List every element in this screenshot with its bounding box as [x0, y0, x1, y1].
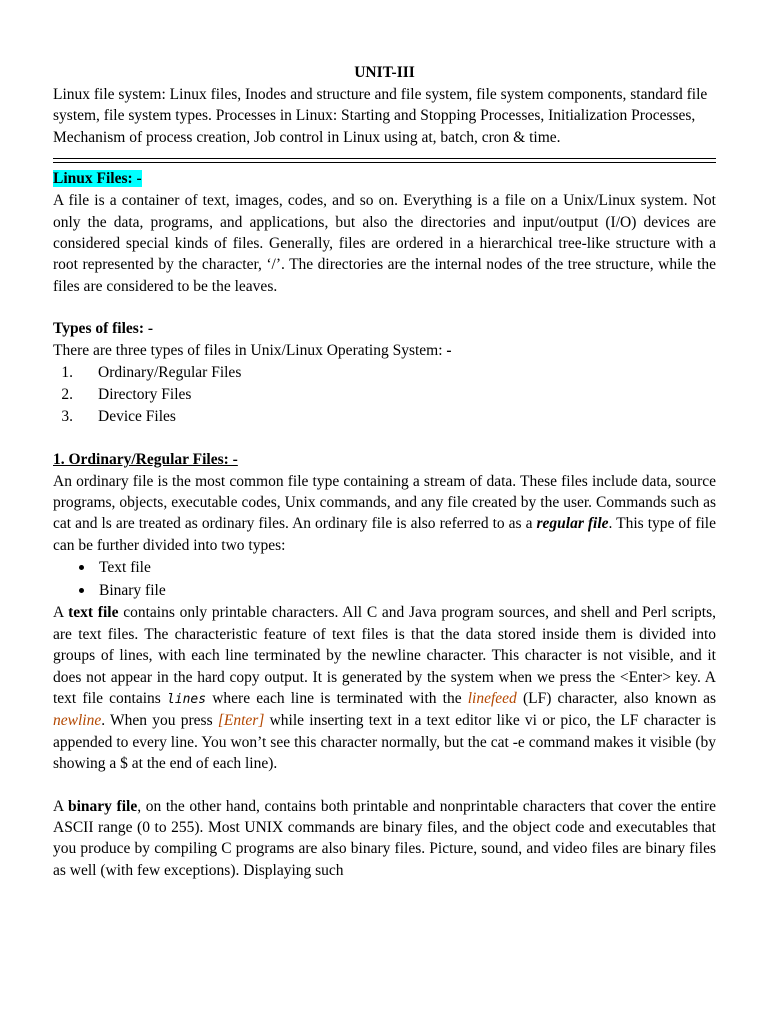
linefeed-term: linefeed: [467, 689, 517, 707]
enter-term: [Enter]: [217, 712, 265, 730]
bullet-label: Binary file: [99, 582, 166, 600]
text-s3: (LF) character, also known as: [516, 689, 716, 707]
linux-files-paragraph: A file is a container of text, images, codes, and so on. Everything is a file on a Unix/Linux system. Not only the data, programs, and applications, but also the directories and input/output (I/O) devices are considered special kinds of files. Generally, files are ordered in a hierarchical tree-like structure with a root represented by the character, ‘/’. The directories are the internal nodes of the tree structure, while the files are considered to be the leaves.: [53, 192, 716, 295]
linux-files-heading-text: Linux Files: -: [53, 170, 142, 188]
newline-term: newline: [53, 712, 102, 730]
ordinary-text-tail: . This type of file can be further divided into two types:: [53, 515, 716, 554]
ordinary-types-list: [53, 556, 716, 602]
list-marker: 2.: [61, 385, 73, 403]
types-intro: [53, 340, 716, 361]
unit-title: UNIT-III: [354, 64, 415, 81]
binary-a: A: [53, 797, 68, 815]
list-item: [53, 384, 716, 406]
list-item: [53, 362, 716, 384]
text-s2: where each line is terminated with the: [206, 689, 468, 707]
bullet-label: Text file: [99, 559, 151, 577]
text-a: A: [53, 604, 69, 622]
list-item-label: Directory Files: [98, 385, 192, 403]
regular-file-term: regular file: [536, 515, 609, 533]
text-file-paragraph: [53, 602, 716, 774]
binary-body: , on the other hand, contains both printable and nonprintable characters that cover the entire ASCII range (0 to 255). Most UNIX commands are binary files, and the object code and executables that you produce by compiling C programs are also binary files. Picture, sound, and video files are binary files as well (with few exceptions). Displaying such: [53, 797, 716, 879]
file-types-list: [53, 362, 716, 428]
types-intro-text: There are three types of files in Unix/Linux Operating System:: [53, 342, 447, 360]
binary-file-term: binary file: [67, 797, 138, 815]
binary-file-paragraph: [53, 796, 716, 882]
list-item-label: Device Files: [98, 407, 176, 425]
bullet-dot: [79, 588, 84, 593]
list-marker: 3.: [61, 407, 73, 425]
ordinary-files-paragraph: [53, 471, 716, 557]
double-rule-divider: [53, 158, 716, 163]
syllabus-paragraph: Linux file system: Linux files, Inodes and structure and file system, file system components, standard file system, file system types. Processes in Linux: Starting and Stopping Processes, Initialization Processes, Mechanism of process creation, Job control in Linux using at, batch, cron & time.: [53, 86, 708, 146]
linux-files-heading: [53, 168, 716, 190]
ordinary-text: An ordinary file is the most common file type containing a stream of data. These files include data, source programs, objects, executable codes, Unix commands, and any file created by the user. Commands such as cat and ls are treated as ordinary files. An ordinary file is also referred to as a: [53, 472, 716, 533]
types-heading: Types of files: -: [53, 320, 154, 338]
list-marker: 1.: [61, 363, 73, 381]
text-s5: while inserting text in a text editor like vi or pico, the LF character is appended to every line. You won’t see this character normally, but the cat -e command makes it visible (by showing a $ at the end of each line).: [53, 712, 716, 773]
text-s4: . When you press: [101, 712, 218, 730]
bullet-item: [53, 556, 716, 579]
text-file-term: text file: [68, 604, 119, 622]
lines-term: lines: [166, 691, 207, 707]
list-item-label: Ordinary/Regular Files: [98, 363, 242, 381]
ordinary-files-heading: 1. Ordinary/Regular Files: -: [53, 450, 238, 468]
text-s1: contains only printable characters. All C and Java program sources, and shell and Perl scripts, are text files. The characteristic feature of text files is that the data stored inside them is divided into groups of lines, with each line terminated by the newline character. This character is not visible, and it does not appear in the hard copy output. It is generated by the system when we press the <Enter> key. A text file contains: [53, 604, 717, 707]
bullet-item: [53, 579, 716, 602]
types-intro-dash: -: [446, 342, 452, 360]
bullet-dot: [79, 565, 84, 570]
list-item: [53, 406, 716, 428]
